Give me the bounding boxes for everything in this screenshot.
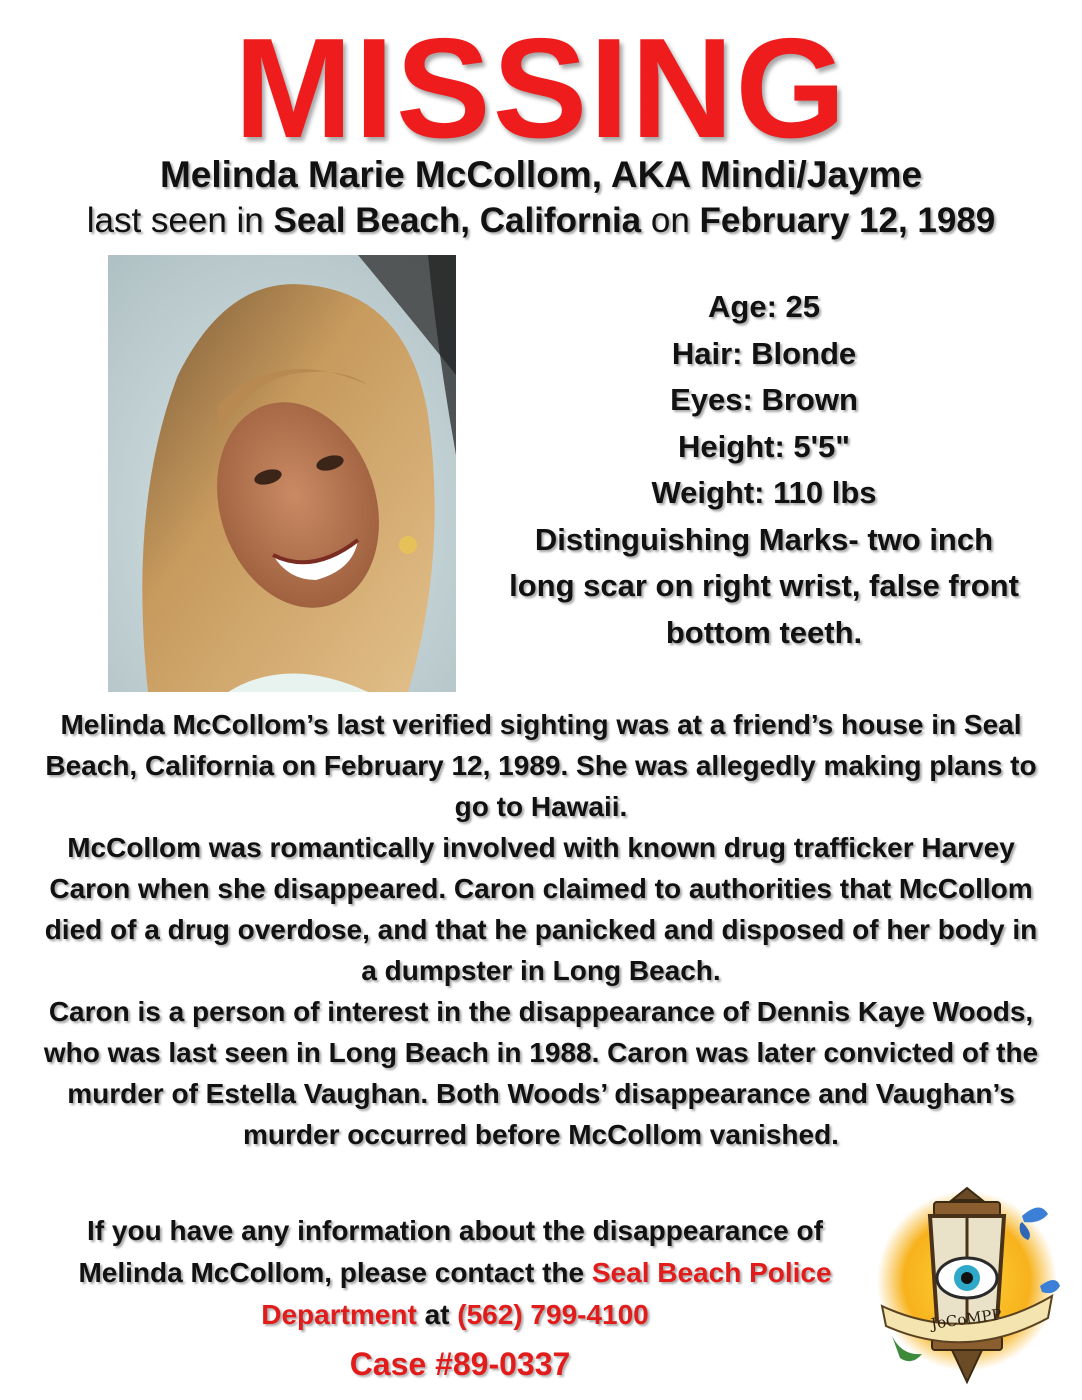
stat-eyes: Eyes: Brown <box>670 382 858 417</box>
last-seen-on: on <box>641 201 700 240</box>
eye-icon <box>937 1258 997 1298</box>
poster-title: MISSING <box>234 9 848 168</box>
contact-text: If you have any information about the disappearance of Melinda McCollom, please contact the <box>78 1215 823 1288</box>
stat-height: Height: 5'5" <box>678 428 850 464</box>
logo-text: JoCoMPP <box>929 1305 1003 1333</box>
story-paragraph-1: Melinda McCollom’s last verified sighting was at a friend’s house in Seal Beach, California on February 12, 1989. She was allegedly making plans to go to Hawaii. <box>45 709 1037 822</box>
contact-info <box>40 1210 870 1336</box>
missing-person-photo <box>108 255 456 692</box>
stat-hair: Hair: Blonde <box>671 335 857 371</box>
police-department: Seal Beach Police Department <box>261 1257 832 1330</box>
case-number: Case #89-0337 <box>349 1346 571 1382</box>
physical-description <box>500 284 1028 656</box>
phone-number: (562) 799-4100 <box>457 1299 649 1330</box>
last-seen-prefix: last seen in <box>86 201 274 240</box>
contact-at: at <box>416 1299 458 1330</box>
stat-weight: Weight: 110 lbs <box>651 475 877 510</box>
missing-person-name: Melinda Marie McCollom, AKA Mindi/Jayme <box>159 154 923 195</box>
story-paragraph-3: Caron is a person of interest in the disappearance of Dennis Kaye Woods, who was last seen in Long Beach in 1988. Caron was later convicted of the murder of Estella Vaughan. Both Woods’ disappearance and Vaughan’s murder occurred before McCollom vanished. <box>43 996 1039 1150</box>
jocompp-logo <box>872 1186 1062 1386</box>
last-seen-date: February 12, 1989 <box>699 201 996 240</box>
case-story <box>40 704 1042 1155</box>
stat-distinguishing-marks: Distinguishing Marks- two inch long scar on right wrist, false front bottom teeth. <box>509 521 1019 650</box>
last-seen-line <box>0 198 1082 244</box>
stat-age: Age: 25 <box>708 289 820 324</box>
last-seen-place: Seal Beach, California <box>273 201 642 240</box>
story-paragraph-2: McCollom was romantically involved with known drug trafficker Harvey Caron when she disappeared. Caron claimed to authorities that McCollom died of a drug overdose, and that he panicked and disposed of her body in a dumpster in Long Beach. <box>44 832 1038 986</box>
